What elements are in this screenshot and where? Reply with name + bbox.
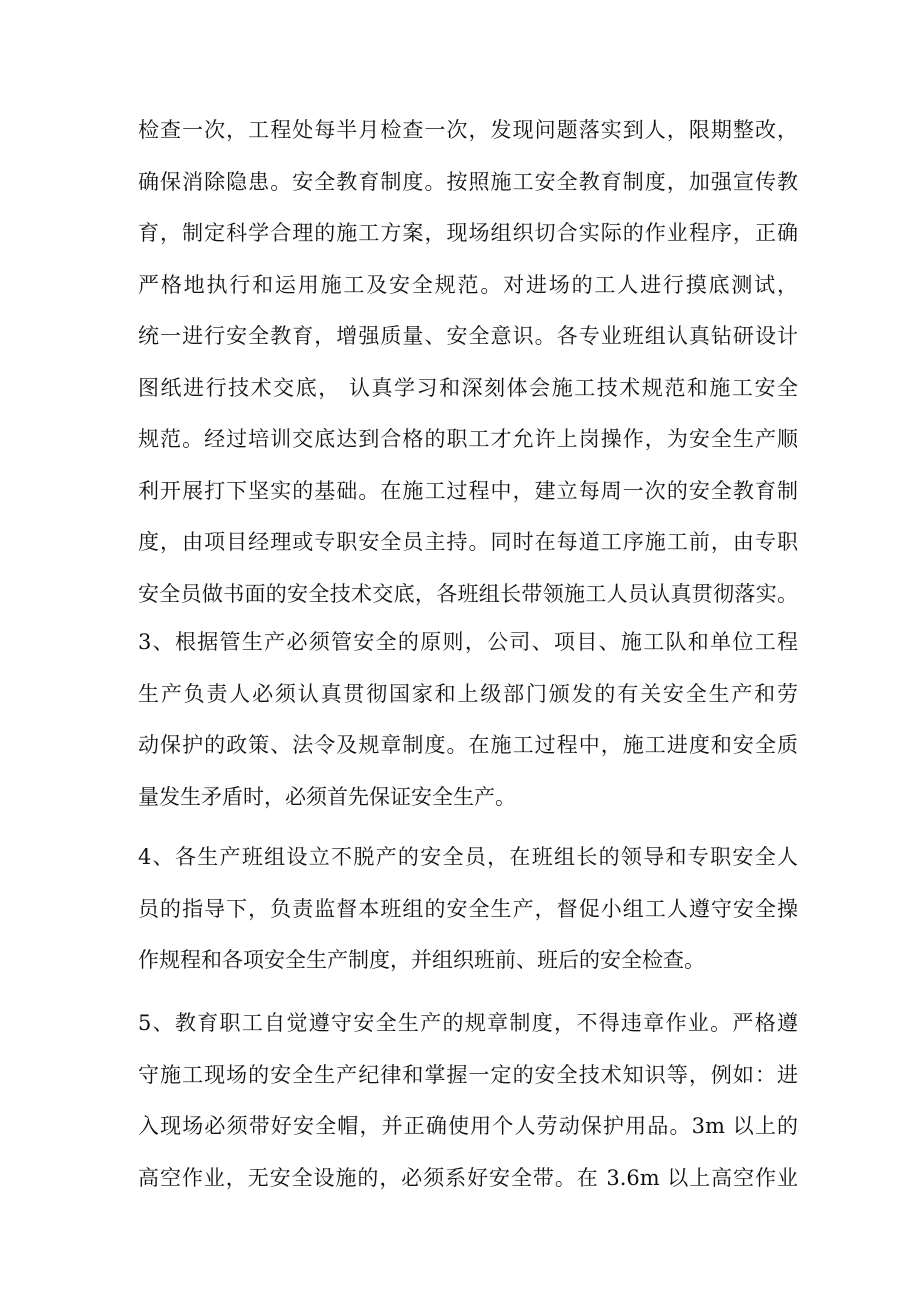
text-line: 量发生矛盾时，必须首先保证安全生产。 [138,784,516,809]
text-line: 4、各生产班组设立不脱产的安全员，在班组长的领导和专职安全人 [138,845,798,869]
text-line: 动保护的政策、法令及规章制度。在施工过程中，施工进度和安全质 [138,733,798,757]
paragraph-1 [138,105,798,620]
text-line: 入现场必须带好安全帽，并正确使用个人劳动保护用品。3m 以上的 [138,1114,798,1138]
paragraph-5 [138,998,798,1204]
paragraph-3 [138,617,798,823]
text-line: 检查一次，工程处每半月检查一次，发现问题落实到人，限期整改， [138,118,798,142]
text-line: 度，由项目经理或专职安全员主持。同时在每道工序施工前，由专职 [138,530,798,554]
text-line: 图纸进行技术交底， 认真学习和深刻体会施工技术规范和施工安全 [138,375,798,400]
text-line: 作规程和各项安全生产制度，并组织班前、班后的安全检查。 [138,948,705,972]
text-line: 规范。经过培训交底达到合格的职工才允许上岗操作，为安全生产顺 [138,427,798,451]
text-line: 统一进行安全教育，增强质量、安全意识。各专业班组认真钻研设计 [138,324,798,348]
text-line: 安全员做书面的安全技术交底，各班组长带领施工人员认真贯彻落实。 [138,581,798,606]
paragraph-4 [138,832,798,987]
text-line: 育，制定科学合理的施工方案，现场组织切合实际的作业程序，正确 [138,221,798,245]
text-line: 严格地执行和运用施工及安全规范。对进场的工人进行摸底测试， [138,272,798,297]
text-line: 员的指导下，负责监督本班组的安全生产，督促小组工人遵守安全操 [138,896,798,921]
text-line: 生产负责人必须认真贯彻国家和上级部门颁发的有关安全生产和劳 [138,681,798,706]
text-line: 5、教育职工自觉遵守安全生产的规章制度，不得违章作业。严格遵 [138,1011,798,1035]
text-line: 利开展打下坚实的基础。在施工过程中，建立每周一次的安全教育制 [138,478,798,503]
text-line: 高空作业，无安全设施的，必须系好安全带。在 3.6m 以上高空作业 [138,1165,798,1190]
text-line: 守施工现场的安全生产纪律和掌握一定的安全技术知识等，例如：进 [138,1062,798,1087]
text-line: 确保消除隐患。安全教育制度。按照施工安全教育制度，加强宣传教 [138,169,798,194]
text-line: 3、根据管生产必须管安全的原则，公司、项目、施工队和单位工程 [138,630,798,654]
